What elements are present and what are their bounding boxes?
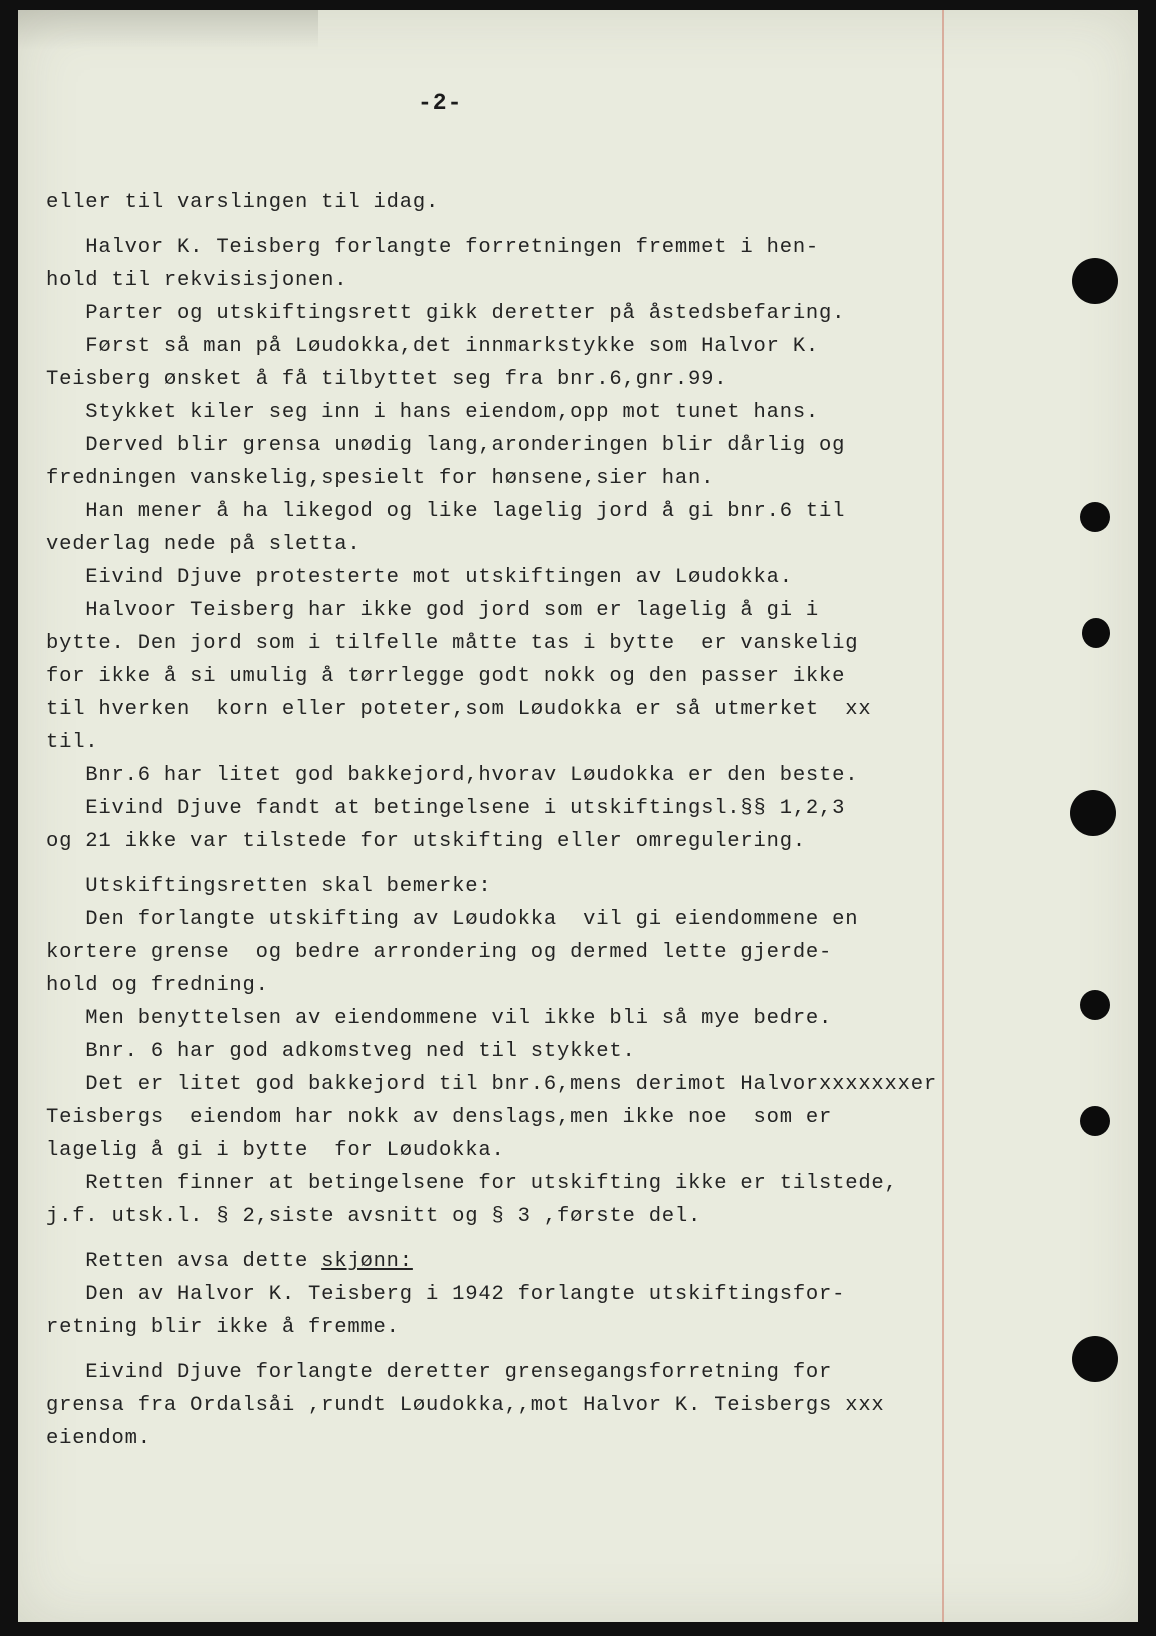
punch-hole-icon bbox=[1080, 990, 1110, 1020]
text-line: Men benyttelsen av eiendommene vil ikke bli så mye bedre. bbox=[46, 1007, 833, 1030]
text-line: eiendom. bbox=[46, 1427, 151, 1450]
text-line: retning blir ikke å fremme. bbox=[46, 1316, 400, 1339]
text-line: eller til varslingen til idag. bbox=[46, 191, 440, 214]
text-line: kortere grense og bedre arrondering og dermed lette gjerde- bbox=[46, 941, 833, 964]
text-line: fredningen vanskelig,spesielt for hønsene,sier han. bbox=[46, 467, 715, 490]
text-line: grensa fra Ordalsåi ,rundt Løudokka,,mot Halvor K. Teisbergs xxx bbox=[46, 1394, 885, 1417]
text-line: Halvoor Teisberg har ikke god jord som er lagelig å gi i bbox=[46, 599, 820, 622]
text-line: lagelig å gi i bytte for Løudokka. bbox=[46, 1139, 505, 1162]
text-line: til. bbox=[46, 731, 99, 754]
text-line: Først så man på Løudokka,det innmarkstykke som Halvor K. bbox=[46, 335, 820, 358]
text-line: Teisberg ønsket å få tilbyttet seg fra bnr.6,gnr.99. bbox=[46, 368, 728, 391]
text-line: Parter og utskiftingsrett gikk deretter på åstedsbefaring. bbox=[46, 302, 846, 325]
text-line: Eivind Djuve forlangte deretter grensegangsforretning for bbox=[46, 1361, 833, 1384]
text-line: hold til rekvisisjonen. bbox=[46, 269, 348, 292]
text-line: hold og fredning. bbox=[46, 974, 269, 997]
punch-hole-icon bbox=[1072, 1336, 1118, 1382]
text-line-verdict bbox=[46, 1245, 966, 1278]
text-line: Han mener å ha likegod og like lagelig jord å gi bnr.6 til bbox=[46, 500, 846, 523]
text-line: til hverken korn eller poteter,som Løudokka er så utmerket xx bbox=[46, 698, 872, 721]
verdict-intro: Retten avsa dette bbox=[46, 1250, 322, 1273]
punch-hole-icon bbox=[1072, 258, 1118, 304]
text-line: Derved blir grensa unødig lang,aronderingen blir dårlig og bbox=[46, 434, 846, 457]
punch-hole-icon bbox=[1070, 790, 1116, 836]
text-line: vederlag nede på sletta. bbox=[46, 533, 361, 556]
text-line: Utskiftingsretten skal bemerke: bbox=[46, 875, 492, 898]
typed-text-body bbox=[46, 186, 966, 1455]
text-line: Retten finner at betingelsene for utskifting ikke er tilstede, bbox=[46, 1172, 898, 1195]
page-number: -2- bbox=[418, 90, 463, 116]
text-line: Eivind Djuve fandt at betingelsene i utskiftingsl.§§ 1,2,3 bbox=[46, 797, 846, 820]
text-line: Teisbergs eiendom har nokk av denslags,men ikke noe som er bbox=[46, 1106, 833, 1129]
scan-shadow bbox=[18, 10, 318, 50]
text-line: Den forlangte utskifting av Løudokka vil gi eiendommene en bbox=[46, 908, 859, 931]
text-line: Bnr. 6 har god adkomstveg ned til stykket. bbox=[46, 1040, 636, 1063]
text-line: bytte. Den jord som i tilfelle måtte tas i bytte er vanskelig bbox=[46, 632, 859, 655]
document-page bbox=[18, 10, 1138, 1622]
text-line: og 21 ikke var tilstede for utskifting eller omregulering. bbox=[46, 830, 806, 853]
text-line: Den av Halvor K. Teisberg i 1942 forlangte utskiftingsfor- bbox=[46, 1283, 846, 1306]
punch-hole-icon bbox=[1080, 1106, 1110, 1136]
verdict-underlined-word: skjønn: bbox=[321, 1250, 413, 1273]
text-line: Bnr.6 har litet god bakkejord,hvorav Løudokka er den beste. bbox=[46, 764, 859, 787]
text-line: Eivind Djuve protesterte mot utskiftingen av Løudokka. bbox=[46, 566, 793, 589]
text-line: for ikke å si umulig å tørrlegge godt nokk og den passer ikke bbox=[46, 665, 846, 688]
text-line: j.f. utsk.l. § 2,siste avsnitt og § 3 ,første del. bbox=[46, 1205, 702, 1228]
text-line: Halvor K. Teisberg forlangte forretningen fremmet i hen- bbox=[46, 236, 820, 259]
punch-hole-icon bbox=[1082, 618, 1110, 648]
punch-hole-icon bbox=[1080, 502, 1110, 532]
text-line: Stykket kiler seg inn i hans eiendom,opp mot tunet hans. bbox=[46, 401, 820, 424]
text-line: Det er litet god bakkejord til bnr.6,mens derimot Halvorxxxxxxxer bbox=[46, 1073, 937, 1096]
